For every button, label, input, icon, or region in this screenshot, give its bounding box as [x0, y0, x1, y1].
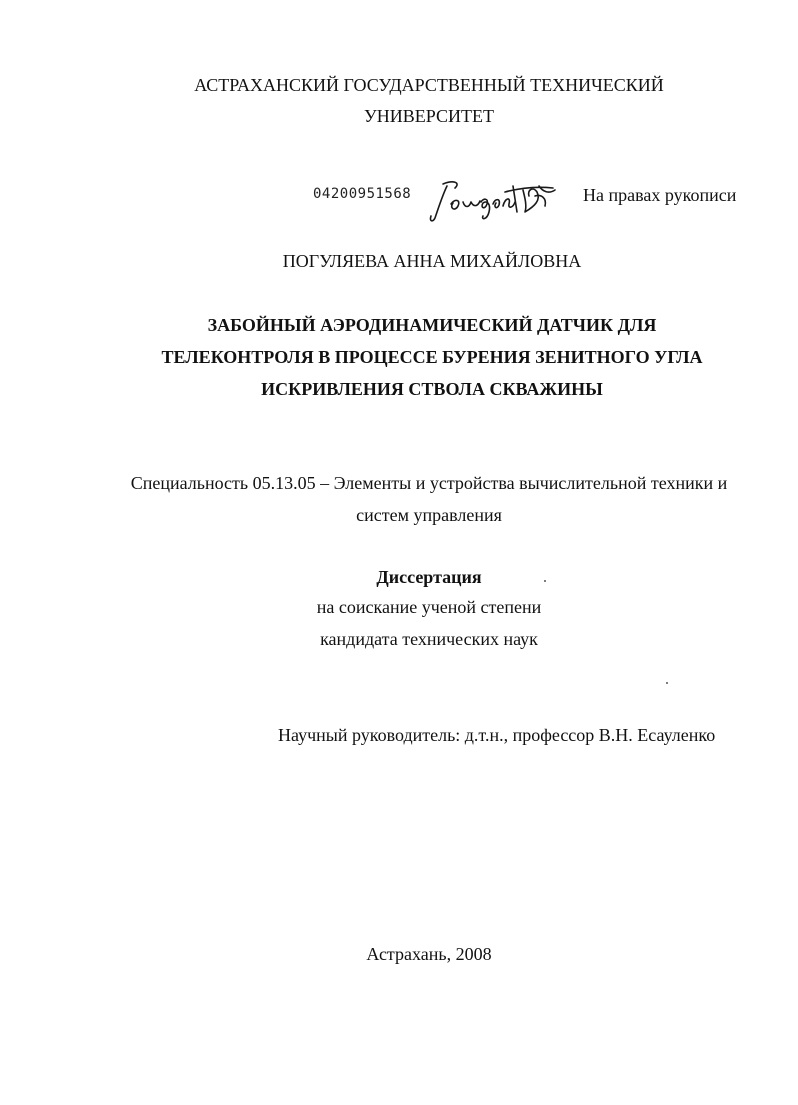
degree-line-1: на соискание ученой степени [316, 597, 542, 617]
author-name: ПОГУЛЯЕВА АННА МИХАЙЛОВНА [282, 251, 582, 271]
scan-speck [666, 682, 668, 684]
rights-note: На правах рукописи [583, 185, 737, 205]
dissertation-title-line-3: ИСКРИВЛЕНИЯ СТВОЛА СКВАЖИНЫ [261, 379, 603, 399]
scientific-supervisor: Научный руководитель: д.т.н., профессор В.Н. Есауленко [278, 725, 716, 745]
handwritten-signature [425, 176, 565, 226]
dissertation-title-line-2: ТЕЛЕКОНТРОЛЯ В ПРОЦЕССЕ БУРЕНИЯ ЗЕНИТНОГО УГЛА [161, 347, 703, 367]
university-name-line-1: АСТРАХАНСКИЙ ГОСУДАРСТВЕННЫЙ ТЕХНИЧЕСКИЙ [194, 75, 664, 95]
city-year: Астрахань, 2008 [366, 944, 492, 964]
work-type: Диссертация [376, 567, 482, 587]
university-name-line-2: УНИВЕРСИТЕТ [364, 106, 494, 126]
specialty-line-1: Специальность 05.13.05 – Элементы и устройства вычислительной техники и [130, 473, 728, 493]
scan-speck [544, 580, 546, 582]
degree-line-2: кандидата технических наук [320, 629, 538, 649]
archive-number: 04200951568 [313, 186, 412, 202]
specialty-line-2: систем управления [356, 505, 502, 525]
dissertation-title-line-1: ЗАБОЙНЫЙ АЭРОДИНАМИЧЕСКИЙ ДАТЧИК ДЛЯ [207, 315, 657, 335]
